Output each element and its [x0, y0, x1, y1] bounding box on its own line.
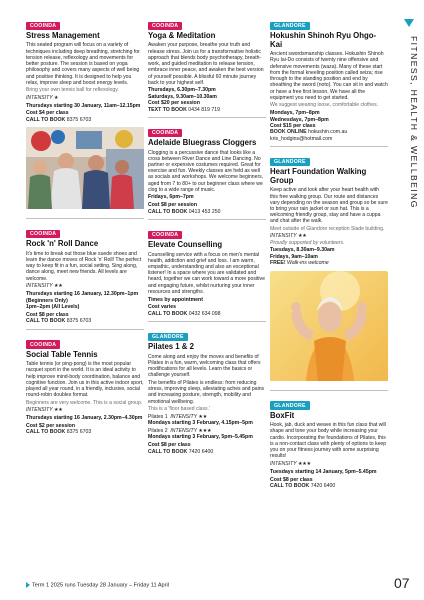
class-cost: Cost $8 per class — [148, 442, 191, 449]
class-description: It's time to break out those blue suede shoes and learn the dance moves of Rock 'n' Roll! The perfect way to keep fit in a fun, social setting. Sing along, dance along, meet new friends. All levels are welcome. — [26, 250, 142, 282]
class-note: We suggest wearing loose, comfortable clothes. — [270, 102, 379, 109]
volunteer-note: Proudly supported by volunteers. — [270, 239, 345, 246]
booking-info: CALL TO BOOK 7420 6400 — [270, 483, 336, 490]
phone-link[interactable]: 0413 453 250 — [188, 208, 221, 215]
free-info: FREE! Walk-ins welcome — [270, 260, 329, 267]
booking-info: CALL TO BOOK 8375 6703 — [26, 429, 92, 436]
phone-link[interactable]: 8375 6703 — [66, 318, 92, 325]
star-icon: ★★★ — [297, 460, 312, 467]
class-note: Beginners are very welcome. This is a social group. — [26, 399, 143, 406]
class-title: Adelaide Bluegrass Cloggers — [148, 138, 257, 148]
class-schedule: Thursdays starting 16 January, 12.30pm–1pm (Beginners Only) — [26, 291, 139, 304]
email-link[interactable]: kris_hodgins@hotmail.com — [270, 135, 333, 142]
class-title: Hokushin Shinoh Ryu Ohgo-Kai — [270, 31, 377, 49]
class-cost: Cost $15 per class — [270, 122, 316, 129]
booking-info: CALL TO BOOK 0413 453 250 — [148, 208, 221, 215]
triangle-bullet-icon — [26, 582, 30, 588]
star-icon: ★★ — [198, 413, 208, 420]
location-badge: COOINDA — [26, 340, 60, 348]
class-title: Pilates 1 & 2 — [148, 342, 194, 352]
location-badge: GLANDORE — [270, 22, 310, 30]
class-cost: Cost $4 per class — [26, 110, 69, 117]
dance-photo-illustration — [26, 127, 144, 209]
class-schedule-2: 1pm–2pm (All Levels) — [26, 303, 80, 310]
booking-info: CALL TO BOOK 7420 6400 — [148, 448, 214, 455]
walking-group-card — [270, 146, 388, 267]
class-cost: Cost $8 per class — [26, 311, 69, 318]
booking-info: CALL TO BOOK 8375 6703 — [26, 318, 92, 325]
class-description: Ancient swordsmanship classes. Hokushin Shinoh Ryu Iai-Do consists of twenty nine offensive and defensive movements (waza). Many of these start from the formal kneeling position called seiza; rise through to the standing position and end by sheathing the sword (noto). You can sit in and watch or have a free first lesson. We have all the equipment you need to get started. — [270, 51, 388, 101]
intensity-rating: INTENSITY ★★ — [270, 233, 307, 240]
pilates-1-intensity: Pilates 1 INTENSITY ★★ — [148, 413, 208, 420]
class-description: Hook, jab, duck and weave in this fun class that will shape and tone your body while increasing your cardio. Incorporating the foundations of Pilates, this is a non-contact class with plenty of options to keep you on your fitness journey with some surprising results! — [270, 422, 387, 460]
boxfit-photo-illustration — [270, 271, 388, 381]
location-badge: GLANDORE — [148, 333, 188, 341]
class-title: Heart Foundation Walking Group — [270, 167, 367, 186]
term-dates: Term 1 2025 runs Tuesday 28 January – Friday 11 April — [32, 582, 170, 589]
class-schedule: Tuesdays, 8.30am–9.30am — [270, 247, 335, 254]
class-title: Rock 'n' Roll Dance — [26, 239, 99, 249]
location-badge: COOINDA — [26, 230, 60, 238]
page-number: 07 — [394, 575, 410, 591]
class-title: Elevate Counselling — [148, 240, 223, 250]
phone-link[interactable]: 7420 6400 — [188, 448, 214, 455]
class-schedule: Fridays, 6pm–7pm — [148, 194, 194, 201]
class-schedule: Tuesdays starting 14 January, 5pm–5.45pm — [270, 468, 377, 475]
class-description: Keep active and look after your heart health with this free walking group. Our route and distances vary depending on the season and group so be sure to bring your rain jacket or sun hat. This is a welcoming friendly group, stay and have a cuppa and chat after the walk. — [270, 187, 388, 225]
class-title: Yoga & Meditation — [148, 31, 216, 41]
class-schedule: Mondays, 7pm–8pm — [270, 110, 320, 117]
star-icon: ★★ — [53, 407, 63, 414]
class-schedule: Thursdays starting 30 January, 11am–12.15pm — [26, 102, 141, 109]
class-schedule-2: Saturdays, 9.30am–10.30am — [148, 93, 217, 100]
class-cost: Cost $2 per session — [26, 422, 76, 429]
class-schedule: Times by appointment — [148, 296, 203, 303]
class-note: Bring your own tennis ball for reflexology. — [26, 87, 119, 94]
column-3 — [270, 14, 388, 494]
phone-link[interactable]: 7420 6400 — [310, 483, 336, 490]
location-badge: COOINDA — [148, 22, 182, 30]
class-description: This seated program will focus on a variety of techniques including deep breathing, stretching for tension release, reflexology and movements for better posture. The session is based on yoga philosophy and covers many aspects of well being and positive thinking. It is designed to help you relax, improve sleep and boost energy levels. — [26, 42, 140, 86]
star-icon: ★★ — [53, 283, 63, 290]
yoga-meditation-card — [148, 14, 266, 113]
class-cost: Cost $20 per session — [148, 100, 200, 107]
class-description: Awaken your purpose, breathe your truth and release stress. Join us for a transformative holistic approach that blends body psychotherapy, breath-work, and guided meditation to release tension, embrace inner peace, and awaken the best version of yourself possible. A blissful 60 minute journey back to your highest self. — [148, 42, 264, 86]
class-cost: Cost $8 per class — [270, 476, 313, 483]
class-schedule-2: Wednesdays, 7pm–8pm — [270, 116, 329, 123]
class-title: BoxFit — [270, 410, 295, 420]
class-schedule: Thursdays starting 16 January, 2.30pm–4.30pm — [26, 414, 143, 421]
phone-link[interactable]: 8375 6703 — [66, 429, 92, 436]
phone-link[interactable]: 8375 6703 — [66, 116, 92, 123]
class-description: Clogging is a percussive dance that looks like a cross between River Dance and Line Dancing. No partner or expensive costumes required. Great for exercise and fun. Weekly classes are held as well as socials and workshops. We welcome beginners, aged from 7 to 80+ to our beginner class where we clog to a wide range of music. — [148, 149, 264, 193]
location-badge: GLANDORE — [270, 401, 310, 409]
location-badge: COOINDA — [26, 22, 60, 30]
pilates-2-intensity: Pilates 2 INTENSITY ★★★ — [148, 427, 212, 434]
section-side-heading — [404, 16, 420, 226]
intensity-rating: INTENSITY ★★ — [26, 283, 63, 290]
section-title: FITNESS, HEALTH & WELLBEING — [409, 36, 419, 209]
pilates-1-schedule: Mondays starting 3 February, 4.15pm–5pm — [148, 420, 253, 426]
pilates-2-schedule: Mondays starting 3 February, 5pm–5.45pm — [148, 434, 253, 441]
triangle-marker-icon — [404, 19, 414, 27]
class-note: Meet outside of Glandore reception Slade building. — [270, 226, 385, 233]
star-icon: ★★★ — [198, 427, 212, 434]
booking-info: CALL TO BOOK 8375 6703 — [26, 116, 92, 123]
booking-info: CALL TO BOOK 0432 634 098 — [148, 310, 221, 317]
column-2 — [148, 14, 266, 459]
class-description-2: The benefits of Pilates is endless: from reducing stress, improving sleep, alleviating aches and pains and increasing posture, strength, mobility and emotional wellbeing. — [148, 380, 265, 405]
class-title: Social Table Tennis — [26, 349, 98, 359]
intensity-rating: INTENSITY ★★ — [26, 407, 63, 414]
bluegrass-cloggers-card — [148, 117, 266, 215]
class-description: Come along and enjoy the moves and benefits of Pilates in a fun, warm, welcoming class that offers modifications for all levels. Learn the basics or challenge yourself. — [148, 353, 261, 379]
intensity-rating: INTENSITY ★ — [26, 94, 59, 101]
column-1 — [26, 14, 144, 440]
class-cost: Cost varies — [148, 304, 176, 311]
class-schedule: Thursdays, 6.30pm–7.30pm — [148, 87, 216, 94]
phone-link[interactable]: 0434 819 719 — [188, 106, 220, 113]
class-schedule-2: Fridays, 9am–10am — [270, 253, 318, 260]
woman-flexing-photo — [270, 271, 388, 386]
intensity-rating: INTENSITY ★★★ — [270, 460, 312, 467]
location-badge: COOINDA — [148, 231, 182, 239]
location-badge: COOINDA — [148, 129, 182, 137]
elevate-counselling-card — [148, 219, 266, 317]
people-dancing-photo — [26, 127, 144, 214]
star-icon: ★ — [53, 94, 59, 101]
booking-info: TEXT TO BOOK 0434 819 719 — [148, 106, 220, 113]
term-footer — [26, 582, 169, 588]
boxfit-card — [270, 390, 388, 490]
social-table-tennis-card — [26, 329, 144, 436]
star-icon: ★★ — [297, 233, 307, 240]
class-description: Counselling service with a focus on men's mental health, addiction and grief and loss. I am warm, empathic, understanding and also an exceptional listener! In a space where you are validated and heard, together we can work toward a more positive and engaging future, whilst nurturing your inner resources and strengths. — [148, 251, 265, 295]
phone-link[interactable]: 0432 634 098 — [188, 310, 221, 317]
website-link[interactable]: hokushin.com.au — [308, 129, 348, 136]
class-note: This is a 'floor based class.' — [148, 406, 210, 413]
location-badge: GLANDORE — [270, 158, 310, 166]
stress-management-card — [26, 14, 144, 123]
pilates-card — [148, 321, 266, 455]
class-cost: Cost $8 per session — [148, 202, 198, 209]
booking-info: BOOK ONLINE hokushin.com.au — [270, 129, 348, 136]
rock-n-roll-dance-card — [26, 218, 144, 324]
class-title: Stress Management — [26, 31, 100, 41]
hokushin-card — [270, 14, 388, 142]
class-description: Table tennis (or ping-pong) is the most popular racquet sport in the world. It is an ideal activity to help improve mind-body coordination, balance and cognitive function. Join us in this active indoor sport, played all year round, in a friendly, inclusive, social round-robin doubles format. — [26, 361, 144, 399]
